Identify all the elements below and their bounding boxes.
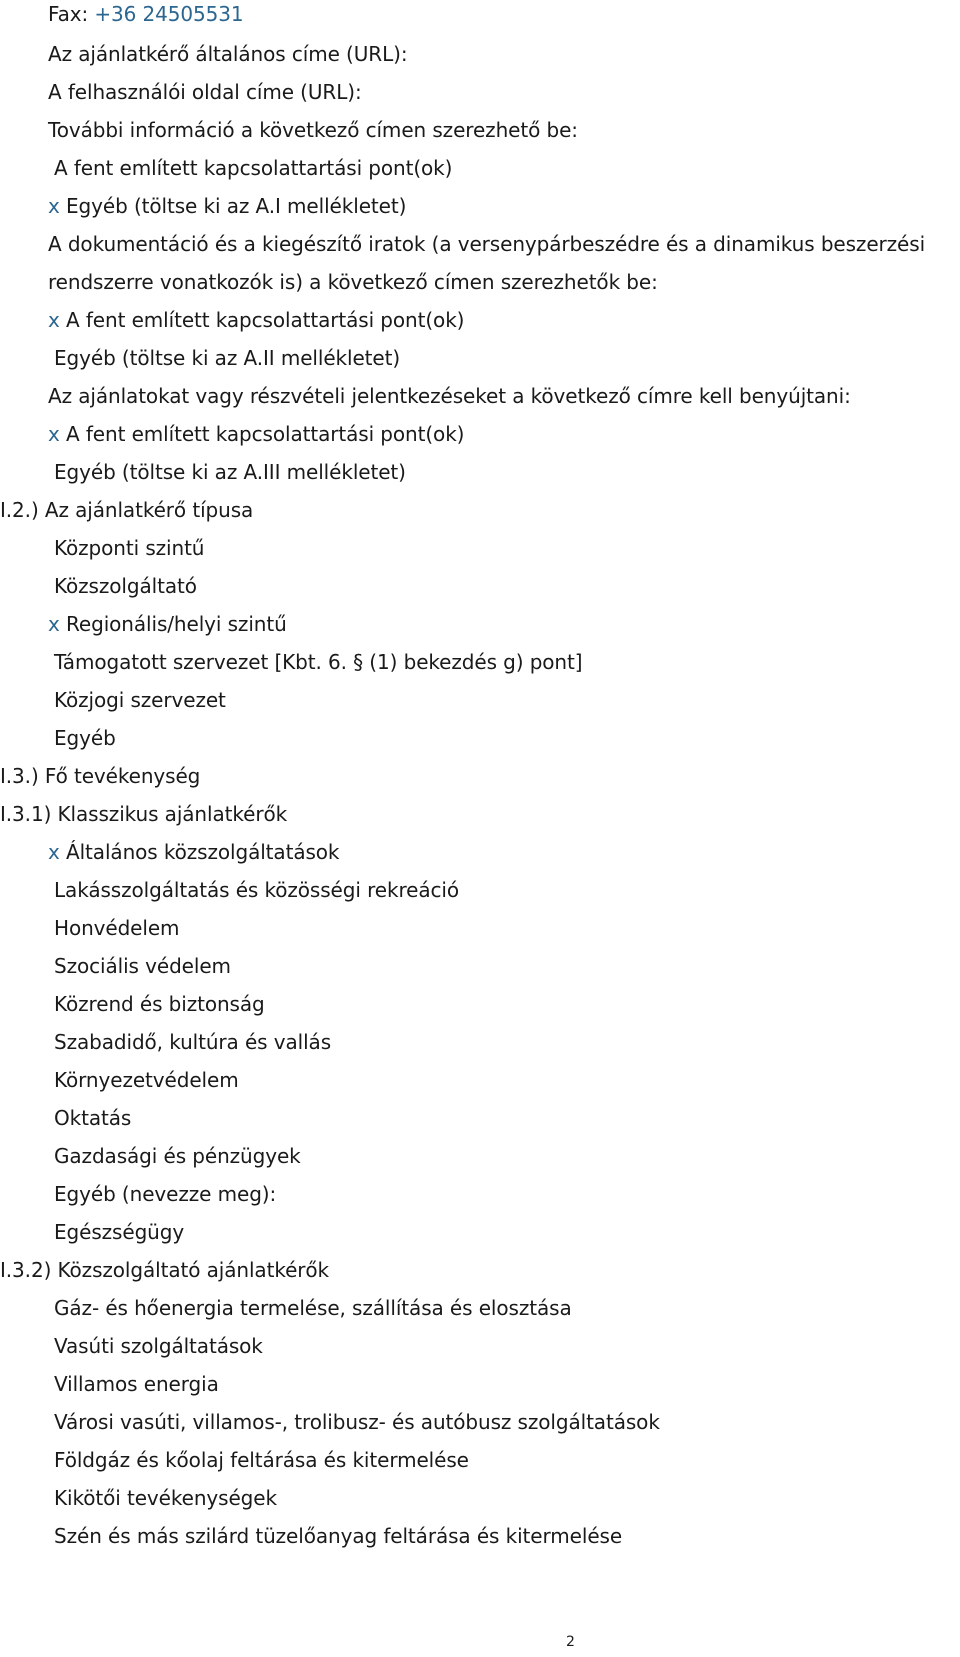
check-mark: x bbox=[48, 194, 60, 218]
type-other: Egyéb bbox=[54, 726, 116, 750]
option-text: Egyéb (töltse ki az A.I mellékletet) bbox=[66, 194, 407, 218]
activity-public-order: Közrend és biztonság bbox=[54, 992, 265, 1016]
option-text: A fent említett kapcsolattartási pont(ok) bbox=[66, 308, 465, 332]
check-mark: x bbox=[48, 840, 60, 864]
option-text: Regionális/helyi szintű bbox=[66, 612, 287, 636]
activity-environment: Környezetvédelem bbox=[54, 1068, 239, 1092]
fax-value: +36 24505531 bbox=[94, 2, 244, 26]
option-text: A fent említett kapcsolattartási pont(ok) bbox=[66, 422, 465, 446]
option-other-aiii: Egyéb (töltse ki az A.III mellékletet) bbox=[54, 460, 406, 484]
utility-gas-heat: Gáz- és hőenergia termelése, szállítása és elosztása bbox=[54, 1296, 572, 1320]
fax-label: Fax: bbox=[48, 2, 89, 26]
section-i31-heading: I.3.1) Klasszikus ajánlatkérők bbox=[0, 802, 288, 826]
general-url-label: Az ajánlatkérő általános címe (URL): bbox=[48, 42, 408, 66]
option-contact-points-1: A fent említett kapcsolattartási pont(ok) bbox=[54, 156, 453, 180]
check-mark: x bbox=[48, 422, 60, 446]
type-utility: Közszolgáltató bbox=[54, 574, 197, 598]
utility-port: Kikötői tevékenységek bbox=[54, 1486, 277, 1510]
activity-recreation: Szabadidő, kultúra és vallás bbox=[54, 1030, 332, 1054]
further-info-heading: További információ a következő címen szerezhető be: bbox=[48, 118, 578, 142]
utility-urban-transport: Városi vasúti, villamos-, trolibusz- és autóbusz szolgáltatások bbox=[54, 1410, 660, 1434]
documentation-heading-2: rendszerre vonatkozók is) a következő címen szerezhetők be: bbox=[48, 270, 658, 294]
type-public-law: Közjogi szervezet bbox=[54, 688, 226, 712]
utility-coal-extraction: Szén és más szilárd tüzelőanyag feltárása és kitermelése bbox=[54, 1524, 623, 1548]
submission-heading: Az ajánlatokat vagy részvételi jelentkezéseket a következő címre kell benyújtani: bbox=[48, 384, 851, 408]
option-other-ai bbox=[48, 194, 406, 218]
activity-other: Egyéb (nevezze meg): bbox=[54, 1182, 277, 1206]
section-i32-heading: I.3.2) Közszolgáltató ajánlatkérők bbox=[0, 1258, 330, 1282]
type-central: Központi szintű bbox=[54, 536, 205, 560]
documentation-heading-1: A dokumentáció és a kiegészítő iratok (a versenypárbeszédre és a dinamikus beszerzési bbox=[48, 232, 926, 256]
check-mark: x bbox=[48, 308, 60, 332]
page-number: 2 bbox=[566, 1634, 575, 1650]
activity-education: Oktatás bbox=[54, 1106, 132, 1130]
user-page-url-label: A felhasználói oldal címe (URL): bbox=[48, 80, 362, 104]
activity-economic-financial: Gazdasági és pénzügyek bbox=[54, 1144, 301, 1168]
section-i3-heading: I.3.) Fő tevékenység bbox=[0, 764, 201, 788]
utility-electricity: Villamos energia bbox=[54, 1372, 219, 1396]
type-regional bbox=[48, 612, 287, 636]
activity-general-public-services bbox=[48, 840, 339, 864]
check-mark: x bbox=[48, 612, 60, 636]
option-other-aii: Egyéb (töltse ki az A.II mellékletet) bbox=[54, 346, 401, 370]
option-contact-points-2 bbox=[48, 308, 464, 332]
option-contact-points-3 bbox=[48, 422, 464, 446]
fax-line bbox=[48, 2, 244, 26]
activity-housing: Lakásszolgáltatás és közösségi rekreáció bbox=[54, 878, 459, 902]
utility-gas-oil-extraction: Földgáz és kőolaj feltárása és kitermelése bbox=[54, 1448, 469, 1472]
section-i2-heading: I.2.) Az ajánlatkérő típusa bbox=[0, 498, 254, 522]
type-supported-org: Támogatott szervezet [Kbt. 6. § (1) bekezdés g) pont] bbox=[54, 650, 583, 674]
activity-social-protection: Szociális védelem bbox=[54, 954, 231, 978]
option-text: Általános közszolgáltatások bbox=[66, 840, 340, 864]
activity-health: Egészségügy bbox=[54, 1220, 185, 1244]
activity-defence: Honvédelem bbox=[54, 916, 180, 940]
utility-railway: Vasúti szolgáltatások bbox=[54, 1334, 263, 1358]
